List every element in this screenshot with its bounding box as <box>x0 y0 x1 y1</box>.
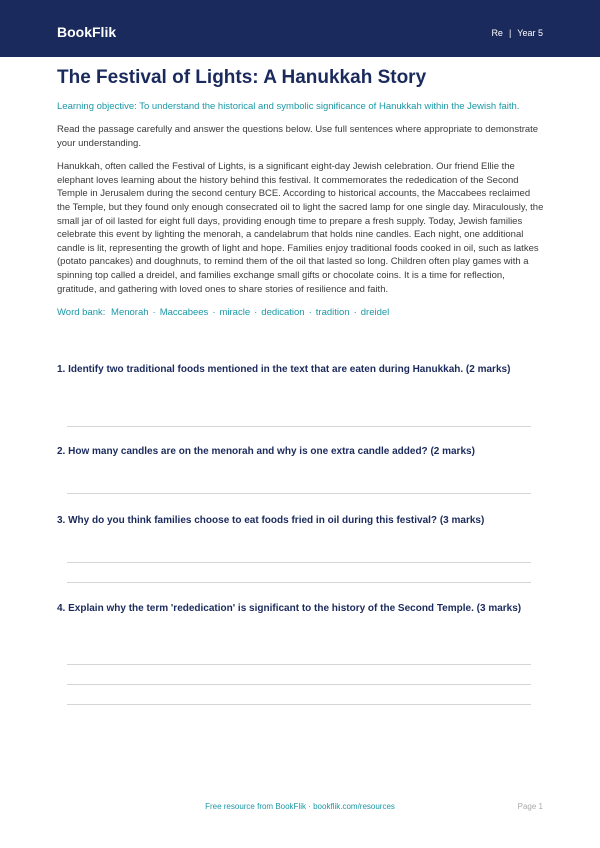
answer-line[interactable] <box>67 582 531 583</box>
question-2-block <box>57 445 544 459</box>
reading-passage: Hanukkah, often called the Festival of Lights, is a significant eight-day Jewish celebration. Our friend Ellie the elephant loves learning about the history behind this festival. It commemorates the rededication of the Second Temple in Jerusalem during the second century BCE. According to historical accounts, the Maccabees reclaimed the Temple, but they found only enough consecrated oil to light the sacred lamp for one single day. Miraculously, the small jar of oil lasted for eight full days, providing enough time to prepare a fresh supply. Today, Jewish families celebrate this event by lighting the menorah, a candelabrum that holds nine candles. Each night, one additional candle is lit, representing the growth of light and hope. Families enjoy traditional foods cooked in oil, such as latkes (potato pancakes) and doughnuts, to remind them of the oil that lasted so long. Children often play games with a spinning top called a dreidel, and families exchange small gifts or chocolate coins. It is a time for reflection, gratitude, and gathering with loved ones to share stories of resilience and faith. <box>57 161 544 295</box>
word-bank-separator: · <box>353 307 357 319</box>
word-bank-word: tradition <box>315 307 350 319</box>
answer-line[interactable] <box>67 562 531 563</box>
instructions: Read the passage carefully and answer the questions below. Use full sentences where appropriate to demonstrate your understanding. <box>57 124 539 149</box>
word-bank-separator: · <box>254 307 258 319</box>
meta-separator: | <box>508 28 512 38</box>
question-1: 1. Identify two traditional foods mentioned in the text that are eaten during Hanukkah. (2 marks) <box>57 364 511 375</box>
word-bank-word: Maccabees <box>159 307 209 319</box>
worksheet-content <box>57 66 544 319</box>
answer-line[interactable] <box>67 704 531 705</box>
answer-line[interactable] <box>67 426 531 427</box>
word-bank-separator: · <box>308 307 312 319</box>
question-1-block <box>57 363 544 377</box>
word-bank-word: dreidel <box>360 307 390 319</box>
question-3: 3. Why do you think families choose to eat foods fried in oil during this festival? (3 marks) <box>57 515 485 526</box>
learning-objective: Learning objective: To understand the historical and symbolic significance of Hanukkah within the Jewish faith. <box>57 101 520 112</box>
year-label: Year 5 <box>517 28 543 38</box>
footer <box>0 802 600 816</box>
word-bank-separator: · <box>212 307 216 319</box>
worksheet-title: The Festival of Lights: A Hanukkah Story <box>57 67 427 88</box>
question-4-block <box>57 602 544 616</box>
subject-label: Re <box>491 28 503 38</box>
answer-line[interactable] <box>67 664 531 665</box>
footer-link[interactable]: Free resource from BookFlik · bookflik.com/resources <box>205 802 395 811</box>
question-3-block <box>57 514 544 528</box>
header-bar <box>0 0 600 57</box>
word-bank-word: dedication <box>261 307 305 319</box>
word-bank <box>57 306 544 319</box>
word-bank-label: Word bank: <box>57 307 106 319</box>
question-2: 2. How many candles are on the menorah and why is one extra candle added? (2 marks) <box>57 446 475 457</box>
word-bank-word: Menorah <box>111 307 149 319</box>
brand-logo[interactable]: BookFlik <box>57 24 117 40</box>
word-bank-separator: · <box>152 307 156 319</box>
word-bank-word: miracle <box>219 307 251 319</box>
answer-line[interactable] <box>67 493 531 494</box>
page-number: Page 1 <box>517 802 543 811</box>
question-4: 4. Explain why the term 'rededication' is significant to the history of the Second Temple. (3 marks) <box>57 603 522 614</box>
subject-year-label <box>491 28 543 38</box>
answer-line[interactable] <box>67 684 531 685</box>
